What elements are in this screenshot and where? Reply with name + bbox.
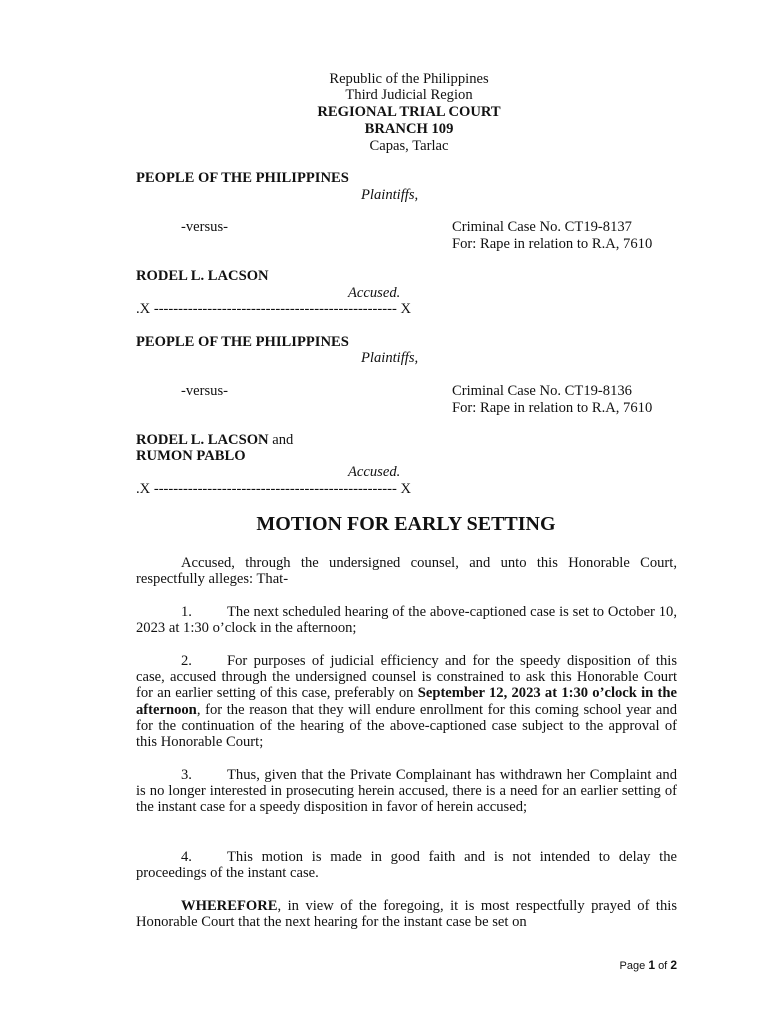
paragraph-4 [136,849,677,881]
of-word: of [658,960,668,972]
accused-name-1: RODEL L. LACSON [136,432,269,448]
requested-date: September 12, 2023 at 1:30 o’clock in the afternoon [136,685,678,718]
paragraph-text: The next scheduled hearing of the above-captioned case is set to October 10, 2023 at 1:30 o’clock in the afternoon; [136,604,677,637]
header-branch: BRANCH 109 [364,121,454,137]
case-charge: For: Rape in relation to R.A, 7610 [452,236,653,252]
caption-separator: .X -------------------------------------------------- X [136,481,412,497]
paragraph-text: For purposes of judicial efficiency and for the speedy disposition of this case, accused through the undersigned counsel is constrained to ask this Honorable Court for an earlier setting of this case, preferably on [136,653,677,702]
header-country: Republic of the Philippines [329,71,489,87]
case-number: Criminal Case No. CT19-8136 [452,383,632,399]
intro-paragraph [136,555,677,587]
paragraph-number: 4. [181,849,192,865]
page-total: 2 [670,958,677,972]
accused-role: Accused. [348,464,401,480]
paragraph-text: This motion is made in good faith and is not intended to delay the proceedings of the instant case. [136,849,677,882]
paragraph-2 [136,653,677,750]
accused-role: Accused. [348,285,401,301]
paragraph-1 [136,604,677,636]
plaintiff-role: Plaintiffs, [361,350,419,366]
wherefore-text: , in view of the foregoing, it is most respectfully prayed of this Honorable Court that the next hearing for the instant case be set on [136,898,677,931]
paragraph-text: Thus, given that the Private Complainant has withdrawn her Complaint and is no longer interested in prosecuting herein accused, there is a need for an earlier setting of the instant case for a speedy disposition in favor of herein accused; [136,767,677,816]
paragraph-number: 2. [181,653,192,669]
accused-names-line [136,432,293,449]
case-number: Criminal Case No. CT19-8137 [452,219,632,235]
case-charge: For: Rape in relation to R.A, 7610 [452,400,653,416]
header-region: Third Judicial Region [345,87,473,103]
versus-label: -versus- [181,383,229,399]
page-number [620,958,677,972]
header-location: Capas, Tarlac [369,138,449,154]
page-word: Page [619,960,646,972]
paragraph-number: 3. [181,767,192,783]
versus-label: -versus- [181,219,229,235]
accused-and: and [268,432,294,448]
paragraph-number: 1. [181,604,192,620]
intro-text: Accused, through the undersigned counsel, and unto this Honorable Court, respectfully alleges: That- [136,555,677,588]
page-current: 1 [648,958,655,972]
paragraph-text-cont: , for the reason that they will endure enrollment for this coming school year and for the continuation of the hearing of the above-captioned case subject to the approval of this Honorable Court; [136,701,677,751]
wherefore-label: WHEREFORE [181,898,278,914]
plaintiff-name: PEOPLE OF THE PHILIPPINES [136,334,349,350]
document-title: MOTION FOR EARLY SETTING [256,513,556,535]
plaintiff-role: Plaintiffs, [361,187,419,203]
plaintiff-name: PEOPLE OF THE PHILIPPINES [136,170,349,186]
accused-name-2: RUMON PABLO [136,448,246,464]
caption-separator: .X -------------------------------------------------- X [136,301,412,317]
accused-name: RODEL L. LACSON [136,268,269,284]
wherefore-paragraph [136,898,677,930]
paragraph-3 [136,767,677,816]
header-court: REGIONAL TRIAL COURT [317,104,501,120]
